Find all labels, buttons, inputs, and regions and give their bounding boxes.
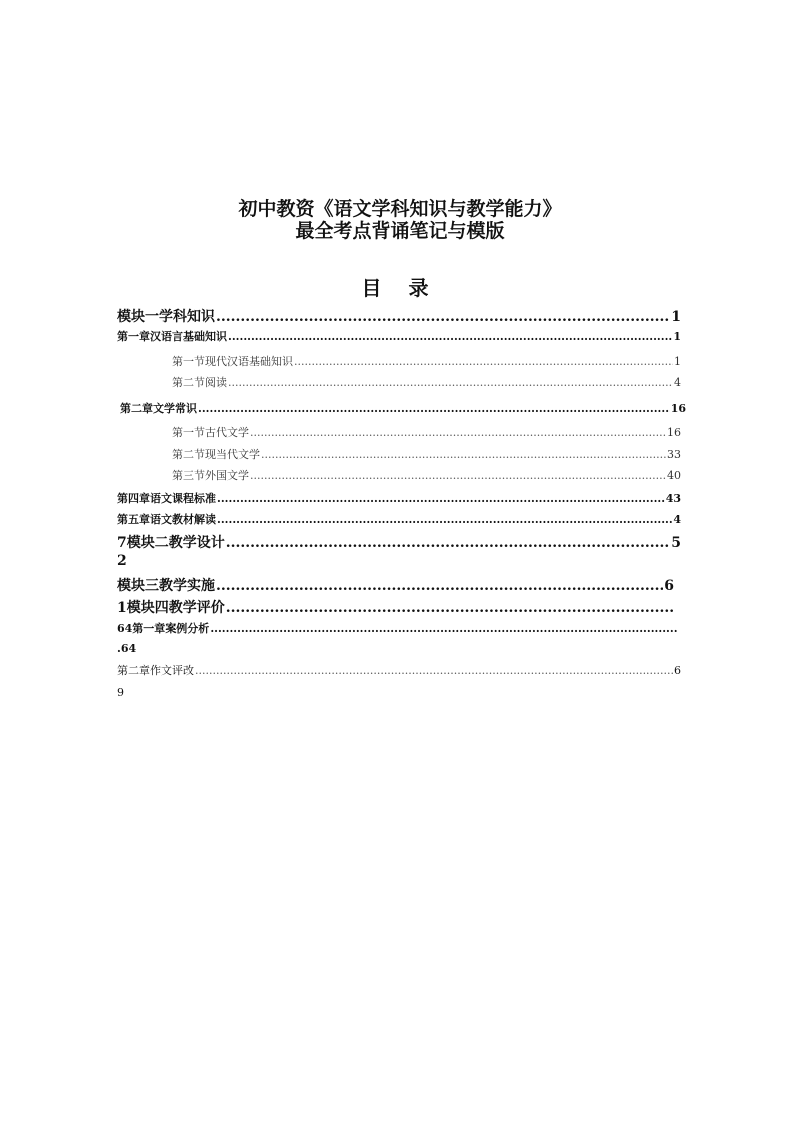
toc-entry-number: 第二节	[172, 448, 205, 461]
toc-entry-title: 阅读	[205, 376, 227, 389]
toc-entry-ch1[interactable]	[117, 328, 681, 344]
toc-entry-ch4[interactable]	[117, 490, 681, 506]
toc-entry-title: 语文教材解读	[150, 513, 216, 526]
toc-entry-title: 文学常识	[153, 402, 197, 415]
toc-entry-page: 1	[673, 330, 681, 343]
toc-entry-page: 43	[665, 492, 681, 505]
toc-entry-number: 7模块二	[117, 535, 169, 551]
toc-overflow-text: .64	[117, 642, 137, 655]
toc-entry-title: 古代文学	[205, 426, 249, 439]
toc-overflow-text: 2	[117, 553, 127, 569]
toc-dot-leader	[217, 492, 665, 505]
toc-dot-leader	[228, 330, 672, 343]
toc-dot-leader	[217, 513, 672, 526]
toc-dot-leader	[210, 622, 678, 635]
toc-dot-leader	[216, 578, 663, 594]
toc-entry-module2[interactable]	[117, 532, 681, 552]
toc-entry-ch2-s2[interactable]	[172, 446, 681, 462]
toc-entry-number: 第一节	[172, 355, 205, 368]
toc-entry-page: 4	[673, 513, 681, 526]
toc-entry-title: 教学评价	[168, 600, 225, 616]
toc-entry-number: 1模块四	[117, 600, 169, 616]
toc-dot-leader	[261, 448, 666, 461]
toc-entry-title: 作文评改	[150, 664, 194, 677]
toc-entry-number: 第三节	[172, 469, 205, 482]
toc-dot-leader	[250, 426, 666, 439]
toc-dot-leader	[198, 402, 670, 415]
toc-entry-ch2-s3[interactable]	[172, 467, 681, 483]
title-line-2: 最全考点背诵笔记与模版	[295, 220, 505, 242]
toc-entry-number: 第五章	[117, 513, 150, 526]
toc-dot-leader	[250, 469, 666, 482]
toc-dot-leader	[228, 376, 673, 389]
toc-entry-title: 汉语言基础知识	[150, 330, 227, 343]
toc-dot-leader	[294, 355, 673, 368]
toc-entry-title: 案例分析	[165, 622, 210, 635]
toc-entry-title: 外国文学	[205, 469, 249, 482]
toc-entry-number: 第二节	[172, 376, 205, 389]
toc-entry-page: 16	[670, 402, 686, 415]
toc-entry-ch1-s2[interactable]	[172, 374, 681, 390]
toc-entry-number: 第一节	[172, 426, 205, 439]
toc-entry-page: 33	[667, 448, 681, 461]
toc-entry-ch2[interactable]	[120, 400, 686, 416]
toc-entry-m4-ch1[interactable]	[117, 620, 679, 636]
toc-entry-page: 6	[674, 664, 681, 677]
toc-entry-module3[interactable]	[117, 575, 674, 595]
toc-entry-page: 40	[667, 469, 681, 482]
toc-overflow-text: 9	[117, 686, 124, 699]
title-line-1: 初中教资《语文学科知识与教学能力》	[238, 198, 562, 220]
toc-entry-number: 模块一	[117, 309, 159, 325]
toc-entry-page: 6	[664, 578, 674, 594]
toc-entry-number: 第四章	[117, 492, 150, 505]
toc-entry-title: 学科知识	[159, 309, 215, 325]
toc-entry-page: 4	[674, 376, 681, 389]
toc-entry-m4-ch2[interactable]	[117, 662, 681, 678]
toc-dot-leader	[195, 664, 673, 677]
toc-entry-title: 教学设计	[168, 535, 225, 551]
toc-entry-page: 5	[671, 535, 681, 551]
toc-entry-module1[interactable]	[117, 306, 681, 326]
toc-entry-ch2-s1[interactable]	[172, 424, 681, 440]
toc-entry-module4[interactable]	[117, 597, 674, 617]
toc-entry-title: 现代汉语基础知识	[205, 355, 293, 368]
toc-entry-page: 1	[671, 309, 681, 325]
toc-entry-ch5[interactable]	[117, 511, 681, 527]
toc-entry-number: 第一章	[117, 330, 150, 343]
toc-entry-page: 16	[667, 426, 681, 439]
toc-entry-page: 1	[674, 355, 681, 368]
toc-entry-number: 第二章	[120, 402, 153, 415]
toc-entry-number: 模块三	[117, 578, 159, 594]
toc-entry-ch1-s1[interactable]	[172, 353, 681, 369]
toc-dot-leader	[226, 535, 671, 551]
toc-heading: 目 录	[361, 276, 439, 300]
toc-entry-number: 64第一章	[117, 622, 166, 635]
toc-dot-leader	[216, 309, 670, 325]
toc-entry-title: 语文课程标准	[150, 492, 216, 505]
toc-entry-title: 现当代文学	[205, 448, 260, 461]
toc-entry-number: 第二章	[117, 664, 150, 677]
toc-dot-leader	[226, 600, 673, 616]
toc-entry-title: 教学实施	[159, 578, 215, 594]
